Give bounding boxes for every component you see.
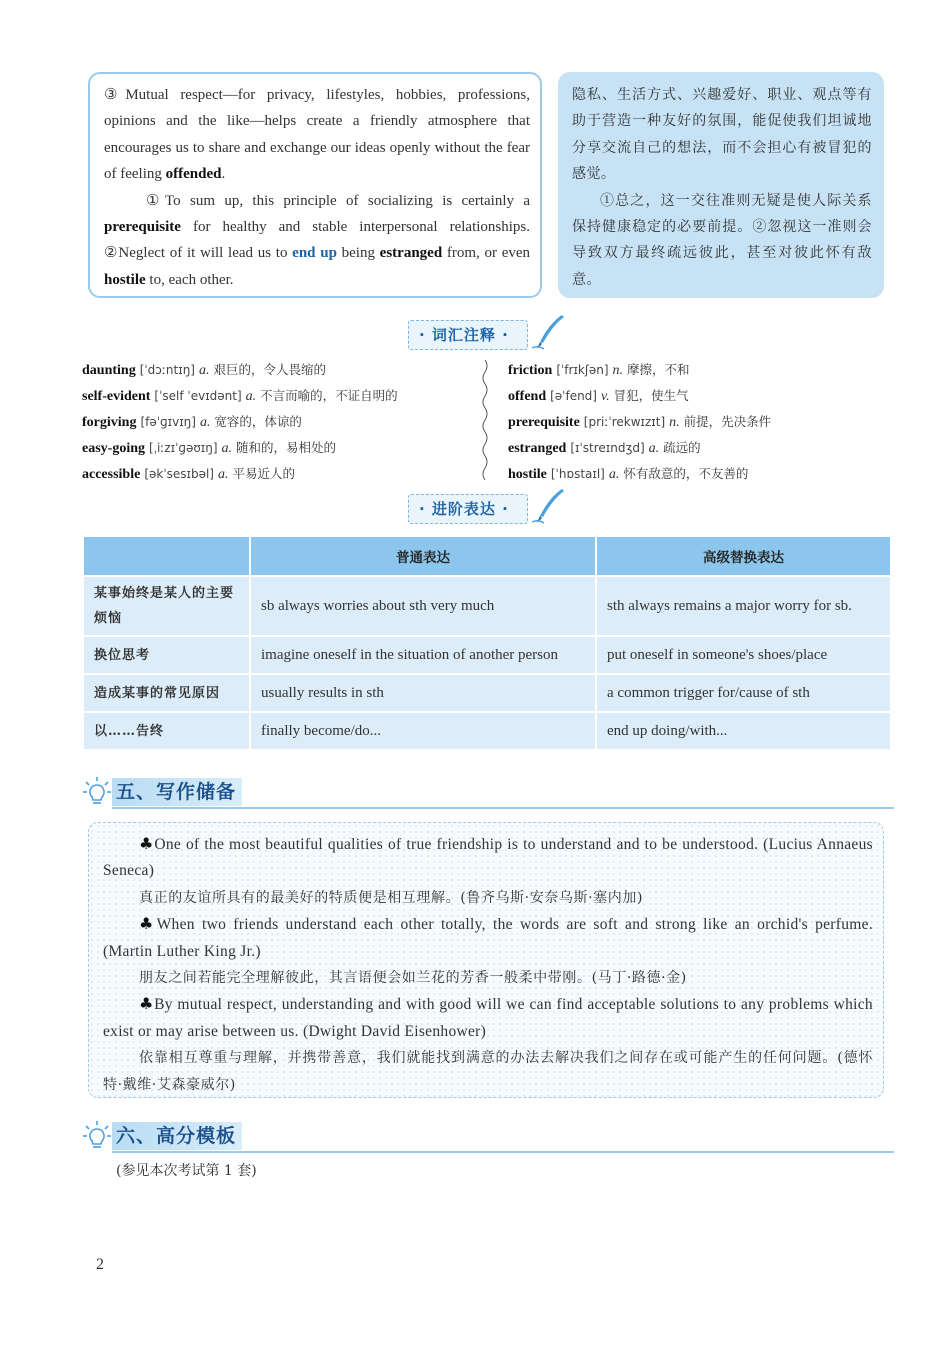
club-icon: ♣ xyxy=(139,994,155,1014)
template-section-heading xyxy=(82,1118,894,1152)
table-cell: 换位思考 xyxy=(84,637,249,673)
lightbulb-icon xyxy=(82,776,112,806)
vocab-highlight-offended: offended xyxy=(165,166,222,183)
table-row xyxy=(84,675,890,711)
vocab-item: estranged [ɪˈstreɪndʒd] a. 疏远的 xyxy=(508,440,701,456)
lightbulb-icon xyxy=(82,1120,112,1150)
table-cell: finally become/do... xyxy=(251,713,595,749)
table-cell: sth always remains a major worry for sb. xyxy=(597,577,890,635)
table-header-cell: 普通表达 xyxy=(251,537,595,575)
quote-cn: 真正的友谊所具有的最美好的特质便是相互理解。(鲁齐乌斯·安奈乌斯·塞内加) xyxy=(139,889,644,906)
chinese-translation-box xyxy=(558,72,884,298)
english-passage-box xyxy=(88,72,542,298)
quote-en: ♣One of the most beautiful qualities of true friendship is to understand and to be understood. (Lucius Annaeus Seneca) xyxy=(103,834,873,880)
vocab-section-heading: · 词汇注释 · xyxy=(408,320,528,350)
quote-en: ♣By mutual respect, understanding and with good will we can find acceptable solutions to any problems which exist or may arise between us. (Dwight David Eisenhower) xyxy=(103,994,873,1040)
table-cell: a common trigger for/cause of sth xyxy=(597,675,890,711)
table-header-row xyxy=(84,537,890,575)
vocab-item: forgiving [fəˈɡɪvɪŋ] a. 宽容的，体谅的 xyxy=(82,414,302,430)
table-cell: usually results in sth xyxy=(251,675,595,711)
club-icon: ♣ xyxy=(139,834,155,853)
quill-pen-icon xyxy=(528,312,568,352)
vocab-item: easy-going [ˌiːzɪˈɡəʊɪŋ] a. 随和的，易相处的 xyxy=(82,440,337,456)
table-cell: imagine oneself in the situation of another person xyxy=(251,637,595,673)
vocab-item: daunting [ˈdɔːntɪŋ] a. 艰巨的，令人畏缩的 xyxy=(82,362,326,378)
chinese-paragraph-1: 隐私、生活方式、兴趣爱好、职业、观点等有助于营造一种友好的氛围，能促使我们坦诚地分享交流自己的想法，而不会担心有被冒犯的感觉。 xyxy=(572,87,872,183)
vocab-item: prerequisite [priːˈrekwɪzɪt] n. 前提，先决条件 xyxy=(508,414,772,430)
vocab-item: offend [əˈfend] v. 冒犯，使生气 xyxy=(508,388,689,404)
writing-section-heading xyxy=(82,774,894,808)
table-cell: 造成某事的常见原因 xyxy=(84,675,249,711)
chinese-paragraph-2: ①总之，这一交往准则无疑是使人际关系保持健康稳定的必要前提。②忽视这一准则会导致双方最终疏远彼此，甚至对彼此怀有敌意。 xyxy=(572,192,872,288)
vocab-list-left xyxy=(82,357,477,487)
expr-highlight-end-up: end up xyxy=(292,245,337,262)
english-paragraph-1: ③Mutual respect—for privacy, lifestyles, hobbies, professions, opinions and the like—helps create a friendly atmosphere that encourages us to share and exchange our ideas openly without the fear of feeling offended. xyxy=(104,87,530,183)
table-row xyxy=(84,713,890,749)
vocab-item: friction [ˈfrɪkʃən] n. 摩擦，不和 xyxy=(508,362,690,378)
table-row xyxy=(84,637,890,673)
section-title: 五、写作储备 xyxy=(116,781,237,803)
quote-cn: 依靠相互尊重与理解，并携带善意，我们就能找到满意的办法去解决我们之间存在或可能产生的任何问题。(德怀特·戴维·艾森豪威尔) xyxy=(103,1050,873,1093)
table-cell: 以……告终 xyxy=(84,713,249,749)
table-header-cell: 高级替换表达 xyxy=(597,537,890,575)
table-header-cell xyxy=(84,537,249,575)
vocab-item: self-evident [ˈself ˈevɪdənt] a. 不言而喻的，不证自明的 xyxy=(82,388,398,404)
table-cell: 某事始终是某人的主要烦恼 xyxy=(84,577,249,635)
quote-cn: 朋友之间若能完全理解彼此，其言语便会如兰花的芳香一般柔中带刚。(马丁·路德·金) xyxy=(139,970,687,987)
wavy-divider xyxy=(480,360,490,484)
english-paragraph-2: ①To sum up, this principle of socializing is certainly a prerequisite for healthy and stable interpersonal relationships. ②Neglect of it will lead us to end up being estranged from, or even hostile to, each other. xyxy=(104,192,531,288)
table-cell: end up doing/with... xyxy=(597,713,890,749)
vocab-item: accessible [əkˈsesɪbəl] a. 平易近人的 xyxy=(82,466,295,482)
expr-section-heading: · 进阶表达 · xyxy=(408,494,528,524)
club-icon: ♣ xyxy=(139,914,157,934)
section-title: 六、高分模板 xyxy=(116,1125,237,1147)
vocab-highlight-estranged: estranged xyxy=(379,245,443,262)
vocab-item: hostile [ˈhɒstaɪl] a. 怀有敌意的，不友善的 xyxy=(508,466,749,482)
quote-en: ♣When two friends understand each other totally, the words are soft and strong like an orchid's perfume. (Martin Luther King Jr.) xyxy=(103,914,873,960)
expression-table xyxy=(82,535,892,751)
page-number: 2 xyxy=(96,1256,104,1273)
table-cell: sb always worries about sth very much xyxy=(251,577,595,635)
table-cell: put oneself in someone's shoes/place xyxy=(597,637,890,673)
vocab-highlight-hostile: hostile xyxy=(104,271,146,288)
quill-pen-icon xyxy=(528,486,568,526)
vocab-list-right xyxy=(508,357,888,487)
vocab-highlight-prerequisite: prerequisite xyxy=(104,219,181,236)
template-reference: (参见本次考试第 1 套) xyxy=(116,1163,257,1179)
quote-box xyxy=(88,822,884,1098)
table-row xyxy=(84,577,890,635)
